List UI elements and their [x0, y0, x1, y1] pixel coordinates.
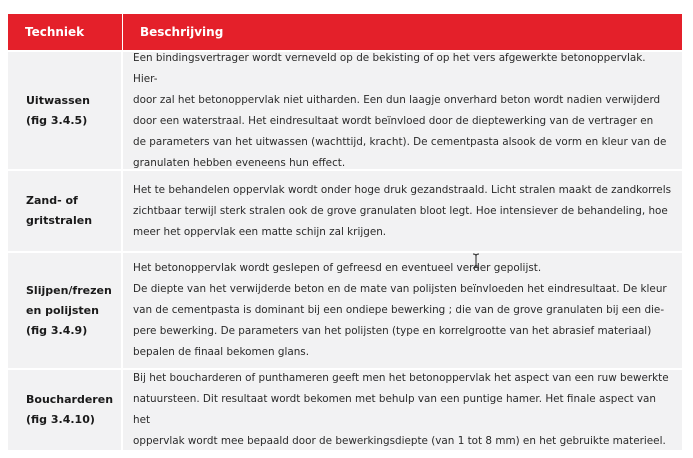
technique-cell: Uitwassen (fig 3.4.5) — [8, 52, 123, 169]
description-cell — [123, 370, 682, 450]
table-row — [8, 50, 682, 169]
table-row — [8, 169, 682, 251]
table-row — [8, 368, 682, 450]
techniques-table — [8, 14, 682, 450]
text-cursor-icon — [472, 253, 480, 269]
description-text: Het betonoppervlak wordt geslepen of gefreesd en eventueel verder gepolijst. De diepte van het verwijderde beton en de mate van polijsten beïnvloeden het eindresultaat. De kleur van de cementpasta is dominant bij een ondiepe bewerking ; die van de grove granulaten bij een die- pere bewerking. De parameters van het polijsten (type en korrelgrootte van het abrasief materiaal) bepalen de finaal bekomen glans. — [133, 262, 667, 358]
header-description: Beschrijving — [140, 25, 224, 39]
description-cell — [123, 253, 682, 368]
header-technique: Techniek — [8, 14, 123, 50]
description-text: Bij het boucharderen of punthameren geeft men het betonoppervlak het aspect van een ruw bewerkte natuursteen. Dit resultaat wordt bekomen met behulp van een puntige hamer. Het finale aspect van het oppervlak wordt mee bepaald door de bewerkingsdiepte (van 1 tot 8 mm) en het gebruikte materieel. — [133, 372, 669, 447]
table-header — [8, 14, 682, 50]
table-row — [8, 251, 682, 368]
technique-cell: Zand- of gritstralen — [8, 171, 123, 251]
description-text: Het te behandelen oppervlak wordt onder hoge druk gezandstraald. Licht stralen maakt de zandkorrels zichtbaar terwijl sterk stralen ook de grove granulaten bloot legt. Hoe intensiever de behandeling, hoe meer het oppervlak een matte schijn zal krijgen. — [133, 183, 671, 238]
technique-cell: Boucharderen (fig 3.4.10) — [8, 370, 123, 450]
description-cell — [123, 52, 682, 169]
description-cell — [123, 171, 682, 251]
description-text: Een bindingsvertrager wordt verneveld op de bekisting of op het vers afgewerkte betonoppervlak. Hier- door zal het betonoppervlak niet uitharden. Een dun laagje onverhard beton wordt nadien verwijderd door een waterstraal. Het eindresultaat wordt beïnvloed door de dieptewerking van de vertrager en de parameters van het uitwassen (wachttijd, kracht). De cementpasta alsook de vorm en kleur van de granulaten hebben eveneens hun effect. — [133, 51, 667, 169]
technique-cell: Slijpen/frezen en polijsten (fig 3.4.9) — [8, 253, 123, 368]
